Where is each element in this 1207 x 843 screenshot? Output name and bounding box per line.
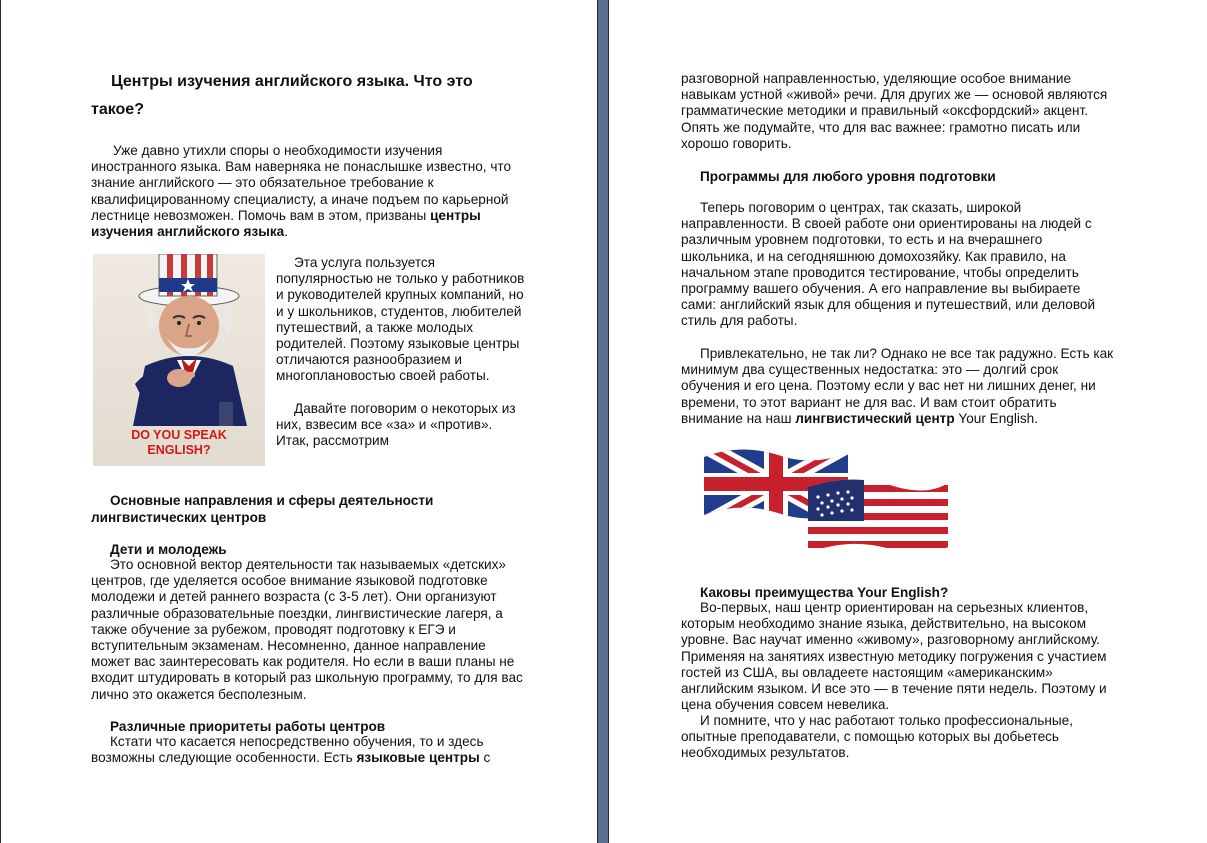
uncle-sam-illustration-icon (93, 254, 265, 426)
image-caption-line-1: DO YOU SPEAK (131, 428, 227, 442)
advantages-paragraph-1: Во-первых, наш центр ориентирован на серьезных клиентов, которым необходимо знание языка, действительно, на высоком уровне. Вас научат именно «живому», разговорному английскому. Применяя на занятиях известную методику погружения с участием гостей из США, вы овладеете настоящим «американским» английским языком. И все это — в течение пяти недель. Поэтому и цена обучения совсем невелика. (681, 600, 1107, 713)
advantages-paragraph-2: И помните, что у нас работают только профессиональные, опытные преподаватели, с помощью которых вы добьетесь необходимых результатов. (681, 713, 1073, 761)
subheading-priorities: Различные приоритеты работы центров (110, 719, 386, 734)
intro-paragraph (91, 143, 527, 240)
priorities-paragraph (91, 734, 527, 766)
children-paragraph: Это основной вектор деятельности так называемых «детских» центров, где уделяется особое внимание языковой подготовке молодежи и детей раннего возраста (с 3-5 лет). Они организуют различные образовательные поездки, лингвистические лагеря, а также обучение за рубежом, проводят подготовку к ЕГЭ и вступительным экзаменам. Несомненно, данное направление может вас заинтересовать как родителя. Но если в ваши планы не входит штудировать в который раз школьную программу, то для вас лично это окажется бесполезным. (91, 557, 523, 702)
attract-end: Your English. (954, 410, 1039, 426)
subheading-children: Дети и молодежь (110, 542, 227, 557)
intro-end: . (284, 224, 289, 240)
continued-paragraph: разговорной направленностью, уделяющие особое внимание навыкам устной «живой» речи. Для других же — основой являются грамматические методики и правильный «оксфордский» акцент. Опять же подумайте, что для вас важнее: грамотно писать или хорошо говорить. (681, 71, 1108, 151)
side-paragraph-2: Давайте поговорим о некоторых из них, взвесим все «за» и «против». Итак, рассмотрим (276, 401, 516, 449)
intro-bold-text: центры изучения английского языка (91, 207, 481, 240)
page-gutter (597, 0, 609, 843)
programs-paragraph: Теперь поговорим о центрах, так сказать, широкой направленности. В своей работе они ориентированы на людей с различным уровнем подготовки, то есть и на вчерашнего школьника, и на сегодняшнюю домохозяйку. Как правило, на начальном этапе проводится тестирование, чтобы определить программу вашего обучения. А его направление вы выбираете сами: английский язык для общения и путешествий, или деловой стиль для работы. (681, 200, 1096, 329)
flags-image (700, 443, 956, 565)
page-title: Центры изучения английского языка. Что это такое? (91, 73, 473, 118)
intro-text: Уже давно утихли споры о необходимости изучения иностранного языка. Вам наверняка не понаслышке известно, что знание английского — это обязательное требование к квалифицированному специалисту, а иначе подъем по карьерной лестнице невозможен. Помочь вам в этом, призваны (91, 143, 512, 223)
priorities-bold-text: языковые центры (356, 750, 480, 766)
image-caption-line-2: ENGLISH? (147, 443, 211, 457)
section-heading-directions: Основные направления и сферы деятельности лингвистических центров (91, 493, 434, 525)
attract-bold-text: лингвистический центр (795, 410, 955, 426)
programs-heading: Программы для любого уровня подготовки (700, 169, 996, 184)
priorities-text: Кстати что касается непосредственно обучения, то и здесь возможны следующие особенности. Есть (91, 734, 484, 766)
advantages-heading: Каковы преимущества Your English? (700, 585, 949, 600)
side-paragraph-1: Эта услуга пользуется популярностью не только у работников и руководителей крупных компаний, но и у школьников, студентов, любителей путешествий, а также молодых родителей. Поэтому языковые центры отличаются разнообразием и многоплановостью своей работы. (276, 255, 525, 384)
priorities-end: с (479, 750, 491, 766)
attract-paragraph (681, 346, 1117, 427)
image-caption (93, 428, 265, 458)
uk-us-flags-icon (700, 443, 956, 565)
uncle-sam-image (93, 254, 265, 466)
left-page (0, 0, 597, 843)
attract-text: Привлекательно, не так ли? Однако не все так радужно. Есть как минимум два существенных недостатка: это — долгий срок обучения и его цена. Поэтому если у вас нет ни лишних денег, ни времени, то этот вариант не для вас. И вам стоит обратить внимание на наш (681, 346, 1114, 426)
